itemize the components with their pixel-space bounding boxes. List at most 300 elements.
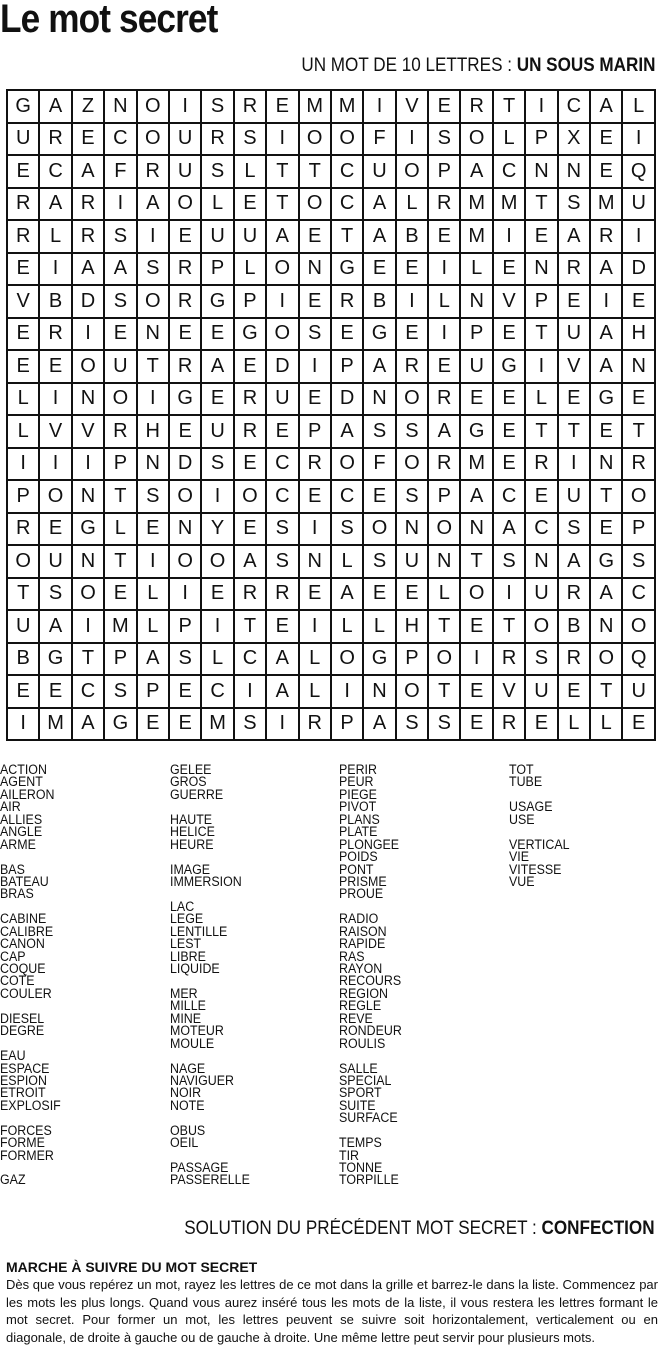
grid-cell[interactable]: L: [234, 155, 266, 188]
grid-cell[interactable]: R: [428, 448, 460, 481]
grid-cell[interactable]: R: [396, 350, 428, 383]
grid-cell[interactable]: U: [558, 480, 590, 513]
word-item[interactable]: HAUTE: [170, 811, 213, 827]
grid-cell[interactable]: I: [137, 383, 169, 416]
grid-cell[interactable]: L: [7, 415, 39, 448]
word-item[interactable]: RAS: [339, 948, 365, 964]
word-item[interactable]: PEUR: [339, 774, 374, 790]
grid-cell[interactable]: N: [363, 675, 395, 708]
grid-cell[interactable]: M: [331, 90, 363, 123]
grid-cell[interactable]: E: [396, 253, 428, 286]
grid-cell[interactable]: E: [201, 383, 233, 416]
grid-cell[interactable]: T: [266, 188, 298, 221]
grid-cell[interactable]: A: [590, 90, 622, 123]
grid-cell[interactable]: U: [7, 610, 39, 643]
grid-cell[interactable]: N: [622, 350, 655, 383]
grid-cell[interactable]: E: [460, 383, 492, 416]
word-item[interactable]: DEGRE: [0, 1023, 45, 1039]
grid-cell[interactable]: T: [525, 188, 557, 221]
grid-cell[interactable]: R: [558, 253, 590, 286]
word-item[interactable]: AILERON: [0, 786, 55, 802]
grid-cell[interactable]: T: [428, 675, 460, 708]
grid-cell[interactable]: N: [299, 545, 331, 578]
grid-cell[interactable]: S: [396, 708, 428, 741]
grid-cell[interactable]: I: [7, 448, 39, 481]
grid-cell[interactable]: U: [622, 675, 655, 708]
grid-cell[interactable]: E: [493, 253, 525, 286]
word-item[interactable]: LEGE: [170, 911, 204, 927]
grid-cell[interactable]: P: [396, 643, 428, 676]
grid-cell[interactable]: I: [266, 123, 298, 156]
grid-cell[interactable]: A: [234, 545, 266, 578]
grid-cell[interactable]: S: [299, 318, 331, 351]
grid-cell[interactable]: C: [622, 578, 655, 611]
grid-cell[interactable]: S: [428, 708, 460, 741]
grid-cell[interactable]: C: [525, 513, 557, 546]
grid-cell[interactable]: U: [169, 155, 201, 188]
grid-cell[interactable]: O: [331, 123, 363, 156]
grid-cell[interactable]: L: [201, 188, 233, 221]
grid-cell[interactable]: F: [363, 123, 395, 156]
word-item[interactable]: GELEE: [170, 762, 212, 777]
grid-cell[interactable]: I: [525, 90, 557, 123]
grid-cell[interactable]: S: [104, 285, 136, 318]
grid-cell[interactable]: R: [331, 285, 363, 318]
grid-cell[interactable]: F: [104, 155, 136, 188]
word-item[interactable]: NAGE: [170, 1060, 206, 1076]
grid-cell[interactable]: I: [104, 188, 136, 221]
grid-cell[interactable]: E: [622, 383, 655, 416]
grid-cell[interactable]: O: [622, 480, 655, 513]
grid-cell[interactable]: E: [590, 123, 622, 156]
grid-cell[interactable]: A: [558, 220, 590, 253]
grid-cell[interactable]: O: [169, 188, 201, 221]
grid-cell[interactable]: A: [363, 220, 395, 253]
grid-cell[interactable]: A: [104, 253, 136, 286]
grid-cell[interactable]: L: [299, 675, 331, 708]
grid-cell[interactable]: T: [460, 545, 492, 578]
grid-cell[interactable]: O: [460, 578, 492, 611]
grid-cell[interactable]: S: [234, 123, 266, 156]
grid-cell[interactable]: O: [137, 90, 169, 123]
grid-cell[interactable]: T: [622, 415, 655, 448]
grid-cell[interactable]: H: [396, 610, 428, 643]
grid-cell[interactable]: N: [72, 383, 104, 416]
word-item[interactable]: POIDS: [339, 849, 378, 865]
grid-cell[interactable]: E: [525, 480, 557, 513]
grid-cell[interactable]: C: [493, 480, 525, 513]
word-item[interactable]: PIVOT: [339, 799, 377, 815]
grid-cell[interactable]: P: [234, 285, 266, 318]
grid-cell[interactable]: E: [7, 155, 39, 188]
grid-cell[interactable]: O: [39, 480, 71, 513]
grid-cell[interactable]: Z: [72, 90, 104, 123]
word-item[interactable]: REVE: [339, 1010, 373, 1026]
word-item[interactable]: VERTICAL: [509, 836, 570, 852]
grid-cell[interactable]: E: [39, 350, 71, 383]
grid-cell[interactable]: U: [460, 350, 492, 383]
grid-cell[interactable]: N: [460, 513, 492, 546]
grid-cell[interactable]: M: [104, 610, 136, 643]
grid-cell[interactable]: S: [558, 513, 590, 546]
grid-cell[interactable]: T: [104, 480, 136, 513]
grid-cell[interactable]: R: [169, 350, 201, 383]
grid-cell[interactable]: O: [331, 643, 363, 676]
word-item[interactable]: PASSAGE: [170, 1160, 229, 1175]
grid-cell[interactable]: U: [104, 350, 136, 383]
word-item[interactable]: REGLE: [339, 998, 382, 1014]
grid-cell[interactable]: L: [363, 610, 395, 643]
grid-cell[interactable]: A: [331, 578, 363, 611]
grid-cell[interactable]: H: [622, 318, 655, 351]
grid-cell[interactable]: E: [104, 318, 136, 351]
grid-cell[interactable]: A: [363, 350, 395, 383]
grid-cell[interactable]: V: [493, 675, 525, 708]
grid-cell[interactable]: I: [72, 448, 104, 481]
word-item[interactable]: TOT: [509, 762, 534, 777]
grid-cell[interactable]: A: [331, 415, 363, 448]
word-item[interactable]: DIESEL: [0, 1010, 45, 1026]
grid-cell[interactable]: R: [39, 318, 71, 351]
grid-cell[interactable]: O: [525, 610, 557, 643]
word-item[interactable]: NAVIGUER: [170, 1072, 234, 1088]
grid-cell[interactable]: E: [169, 675, 201, 708]
grid-cell[interactable]: E: [169, 318, 201, 351]
grid-cell[interactable]: T: [558, 415, 590, 448]
grid-cell[interactable]: R: [137, 155, 169, 188]
grid-cell[interactable]: A: [590, 578, 622, 611]
grid-cell[interactable]: M: [460, 188, 492, 221]
grid-cell[interactable]: C: [558, 90, 590, 123]
grid-cell[interactable]: G: [234, 318, 266, 351]
word-item[interactable]: OEIL: [170, 1135, 199, 1151]
grid-cell[interactable]: A: [266, 675, 298, 708]
grid-cell[interactable]: R: [72, 188, 104, 221]
word-item[interactable]: MOTEUR: [170, 1023, 224, 1039]
grid-cell[interactable]: S: [363, 545, 395, 578]
grid-cell[interactable]: A: [590, 350, 622, 383]
word-item[interactable]: RAPIDE: [339, 936, 386, 952]
grid-cell[interactable]: N: [396, 513, 428, 546]
grid-cell[interactable]: I: [299, 350, 331, 383]
grid-cell[interactable]: G: [39, 643, 71, 676]
grid-cell[interactable]: I: [331, 675, 363, 708]
grid-cell[interactable]: T: [104, 545, 136, 578]
grid-cell[interactable]: A: [72, 708, 104, 741]
grid-cell[interactable]: A: [428, 415, 460, 448]
grid-cell[interactable]: S: [396, 480, 428, 513]
grid-cell[interactable]: N: [137, 318, 169, 351]
grid-cell[interactable]: T: [299, 155, 331, 188]
grid-cell[interactable]: E: [169, 220, 201, 253]
grid-cell[interactable]: E: [622, 285, 655, 318]
grid-cell[interactable]: P: [525, 123, 557, 156]
grid-cell[interactable]: E: [234, 513, 266, 546]
grid-cell[interactable]: I: [622, 220, 655, 253]
grid-cell[interactable]: P: [331, 708, 363, 741]
grid-cell[interactable]: S: [234, 708, 266, 741]
word-item[interactable]: AGENT: [0, 774, 43, 790]
grid-cell[interactable]: E: [558, 285, 590, 318]
grid-cell[interactable]: I: [428, 253, 460, 286]
grid-cell[interactable]: S: [39, 578, 71, 611]
word-item[interactable]: PIEGE: [339, 786, 377, 802]
grid-cell[interactable]: O: [396, 675, 428, 708]
grid-cell[interactable]: L: [525, 383, 557, 416]
grid-cell[interactable]: B: [7, 643, 39, 676]
word-item[interactable]: VUE: [509, 873, 535, 889]
grid-cell[interactable]: D: [169, 448, 201, 481]
grid-cell[interactable]: E: [266, 90, 298, 123]
grid-cell[interactable]: V: [39, 415, 71, 448]
grid-cell[interactable]: A: [72, 253, 104, 286]
grid-cell[interactable]: U: [201, 415, 233, 448]
grid-cell[interactable]: L: [331, 610, 363, 643]
word-item[interactable]: RADIO: [339, 911, 379, 927]
grid-cell[interactable]: U: [525, 675, 557, 708]
word-item[interactable]: BAS: [0, 861, 25, 877]
grid-cell[interactable]: R: [299, 448, 331, 481]
grid-cell[interactable]: I: [525, 350, 557, 383]
grid-cell[interactable]: C: [266, 448, 298, 481]
grid-cell[interactable]: C: [39, 155, 71, 188]
grid-cell[interactable]: P: [7, 480, 39, 513]
grid-cell[interactable]: O: [169, 545, 201, 578]
grid-cell[interactable]: Y: [201, 513, 233, 546]
grid-cell[interactable]: E: [104, 578, 136, 611]
word-item[interactable]: CANON: [0, 936, 45, 952]
grid-cell[interactable]: L: [234, 253, 266, 286]
grid-cell[interactable]: E: [363, 480, 395, 513]
word-item[interactable]: MINE: [170, 1010, 202, 1026]
grid-cell[interactable]: V: [7, 285, 39, 318]
grid-cell[interactable]: I: [396, 123, 428, 156]
grid-cell[interactable]: R: [428, 188, 460, 221]
word-item[interactable]: TIR: [339, 1147, 360, 1163]
grid-cell[interactable]: I: [137, 545, 169, 578]
grid-cell[interactable]: L: [396, 188, 428, 221]
word-item[interactable]: ESPION: [0, 1072, 47, 1088]
grid-cell[interactable]: L: [39, 220, 71, 253]
grid-cell[interactable]: E: [266, 610, 298, 643]
grid-cell[interactable]: E: [299, 220, 331, 253]
grid-cell[interactable]: S: [525, 643, 557, 676]
word-item[interactable]: ALLIES: [0, 811, 43, 827]
word-item[interactable]: CABINE: [0, 911, 47, 927]
grid-cell[interactable]: D: [331, 383, 363, 416]
grid-cell[interactable]: E: [7, 253, 39, 286]
grid-cell[interactable]: T: [428, 610, 460, 643]
grid-cell[interactable]: D: [622, 253, 655, 286]
grid-cell[interactable]: L: [331, 545, 363, 578]
grid-cell[interactable]: G: [7, 90, 39, 123]
grid-cell[interactable]: R: [299, 708, 331, 741]
grid-cell[interactable]: P: [428, 480, 460, 513]
grid-cell[interactable]: E: [363, 253, 395, 286]
word-item[interactable]: PRISME: [339, 873, 387, 889]
grid-cell[interactable]: E: [428, 350, 460, 383]
grid-cell[interactable]: I: [396, 285, 428, 318]
grid-cell[interactable]: S: [201, 90, 233, 123]
grid-cell[interactable]: A: [460, 480, 492, 513]
grid-cell[interactable]: S: [363, 415, 395, 448]
word-item[interactable]: AIR: [0, 799, 21, 815]
grid-cell[interactable]: I: [72, 610, 104, 643]
grid-cell[interactable]: O: [201, 545, 233, 578]
grid-cell[interactable]: A: [363, 708, 395, 741]
grid-cell[interactable]: O: [72, 350, 104, 383]
grid-cell[interactable]: E: [7, 318, 39, 351]
grid-cell[interactable]: G: [331, 253, 363, 286]
grid-cell[interactable]: L: [428, 285, 460, 318]
word-item[interactable]: COQUE: [0, 961, 46, 976]
grid-cell[interactable]: F: [363, 448, 395, 481]
grid-cell[interactable]: E: [137, 708, 169, 741]
grid-cell[interactable]: E: [590, 155, 622, 188]
word-item[interactable]: PONT: [339, 861, 374, 877]
grid-cell[interactable]: E: [266, 415, 298, 448]
grid-cell[interactable]: R: [558, 643, 590, 676]
grid-cell[interactable]: N: [460, 285, 492, 318]
grid-cell[interactable]: E: [201, 318, 233, 351]
grid-cell[interactable]: A: [493, 513, 525, 546]
grid-cell[interactable]: S: [104, 675, 136, 708]
word-item[interactable]: SPORT: [339, 1085, 382, 1101]
grid-cell[interactable]: R: [460, 90, 492, 123]
grid-cell[interactable]: N: [525, 155, 557, 188]
grid-cell[interactable]: G: [104, 708, 136, 741]
grid-cell[interactable]: S: [558, 188, 590, 221]
grid-cell[interactable]: G: [363, 318, 395, 351]
grid-cell[interactable]: A: [590, 318, 622, 351]
grid-cell[interactable]: C: [493, 155, 525, 188]
word-item[interactable]: TEMPS: [339, 1135, 382, 1151]
word-item[interactable]: COULER: [0, 985, 52, 1001]
grid-cell[interactable]: P: [104, 643, 136, 676]
grid-cell[interactable]: E: [396, 318, 428, 351]
word-item[interactable]: ETROIT: [0, 1085, 46, 1101]
grid-cell[interactable]: E: [234, 448, 266, 481]
grid-cell[interactable]: O: [428, 643, 460, 676]
word-item[interactable]: SUITE: [339, 1097, 376, 1113]
grid-cell[interactable]: O: [72, 578, 104, 611]
grid-cell[interactable]: N: [299, 253, 331, 286]
grid-cell[interactable]: A: [137, 643, 169, 676]
grid-cell[interactable]: O: [299, 188, 331, 221]
grid-cell[interactable]: E: [590, 513, 622, 546]
grid-cell[interactable]: R: [39, 123, 71, 156]
word-item[interactable]: USE: [509, 811, 535, 827]
word-item[interactable]: ACTION: [0, 762, 47, 777]
word-item[interactable]: PLONGEE: [339, 836, 400, 852]
grid-cell[interactable]: P: [331, 350, 363, 383]
grid-cell[interactable]: L: [137, 578, 169, 611]
word-item[interactable]: MILLE: [170, 998, 206, 1014]
grid-cell[interactable]: P: [460, 318, 492, 351]
grid-cell[interactable]: G: [590, 545, 622, 578]
grid-cell[interactable]: I: [201, 610, 233, 643]
grid-cell[interactable]: E: [137, 513, 169, 546]
grid-cell[interactable]: G: [169, 383, 201, 416]
grid-cell[interactable]: H: [137, 415, 169, 448]
word-item[interactable]: RONDEUR: [339, 1023, 402, 1039]
word-item[interactable]: PLATE: [339, 824, 378, 840]
word-item[interactable]: LAC: [170, 898, 195, 914]
grid-cell[interactable]: M: [590, 188, 622, 221]
word-item[interactable]: BRAS: [0, 886, 34, 902]
word-item[interactable]: SPECIAL: [339, 1072, 392, 1088]
grid-cell[interactable]: E: [299, 578, 331, 611]
grid-cell[interactable]: N: [169, 513, 201, 546]
grid-cell[interactable]: B: [396, 220, 428, 253]
grid-cell[interactable]: E: [169, 415, 201, 448]
grid-cell[interactable]: E: [525, 220, 557, 253]
grid-cell[interactable]: D: [72, 285, 104, 318]
word-item[interactable]: SALLE: [339, 1060, 378, 1076]
grid-cell[interactable]: I: [590, 285, 622, 318]
word-item[interactable]: RECOURS: [339, 973, 402, 989]
grid-cell[interactable]: O: [104, 383, 136, 416]
grid-cell[interactable]: A: [39, 90, 71, 123]
grid-cell[interactable]: T: [493, 90, 525, 123]
grid-cell[interactable]: A: [39, 610, 71, 643]
grid-cell[interactable]: O: [137, 285, 169, 318]
grid-cell[interactable]: T: [525, 415, 557, 448]
grid-cell[interactable]: E: [493, 383, 525, 416]
grid-cell[interactable]: E: [558, 383, 590, 416]
word-item[interactable]: SURFACE: [339, 1110, 398, 1126]
word-item[interactable]: FORCES: [0, 1122, 52, 1138]
grid-cell[interactable]: I: [493, 220, 525, 253]
grid-cell[interactable]: A: [201, 350, 233, 383]
grid-cell[interactable]: Q: [622, 155, 655, 188]
grid-cell[interactable]: G: [72, 513, 104, 546]
word-item[interactable]: EAU: [0, 1048, 26, 1064]
grid-cell[interactable]: C: [331, 188, 363, 221]
grid-cell[interactable]: O: [396, 383, 428, 416]
grid-cell[interactable]: L: [299, 643, 331, 676]
word-item[interactable]: LIQUIDE: [170, 961, 220, 976]
word-item[interactable]: LIBRE: [170, 948, 206, 964]
grid-cell[interactable]: N: [525, 545, 557, 578]
grid-cell[interactable]: R: [7, 188, 39, 221]
grid-cell[interactable]: T: [493, 610, 525, 643]
grid-cell[interactable]: R: [493, 643, 525, 676]
grid-cell[interactable]: N: [558, 155, 590, 188]
grid-cell[interactable]: U: [201, 220, 233, 253]
grid-cell[interactable]: O: [266, 318, 298, 351]
grid-cell[interactable]: A: [137, 188, 169, 221]
grid-cell[interactable]: R: [104, 415, 136, 448]
grid-cell[interactable]: T: [234, 610, 266, 643]
grid-cell[interactable]: R: [169, 285, 201, 318]
word-item[interactable]: ARME: [0, 836, 36, 852]
grid-cell[interactable]: M: [493, 188, 525, 221]
grid-cell[interactable]: O: [266, 253, 298, 286]
grid-cell[interactable]: I: [72, 318, 104, 351]
grid-cell[interactable]: S: [201, 155, 233, 188]
grid-cell[interactable]: I: [169, 90, 201, 123]
grid-cell[interactable]: I: [299, 610, 331, 643]
grid-cell[interactable]: O: [396, 448, 428, 481]
grid-cell[interactable]: R: [234, 578, 266, 611]
word-item[interactable]: PERIR: [339, 762, 377, 777]
word-item[interactable]: LENTILLE: [170, 923, 228, 939]
grid-cell[interactable]: O: [137, 123, 169, 156]
grid-cell[interactable]: L: [137, 610, 169, 643]
grid-cell[interactable]: C: [234, 643, 266, 676]
grid-cell[interactable]: G: [363, 643, 395, 676]
